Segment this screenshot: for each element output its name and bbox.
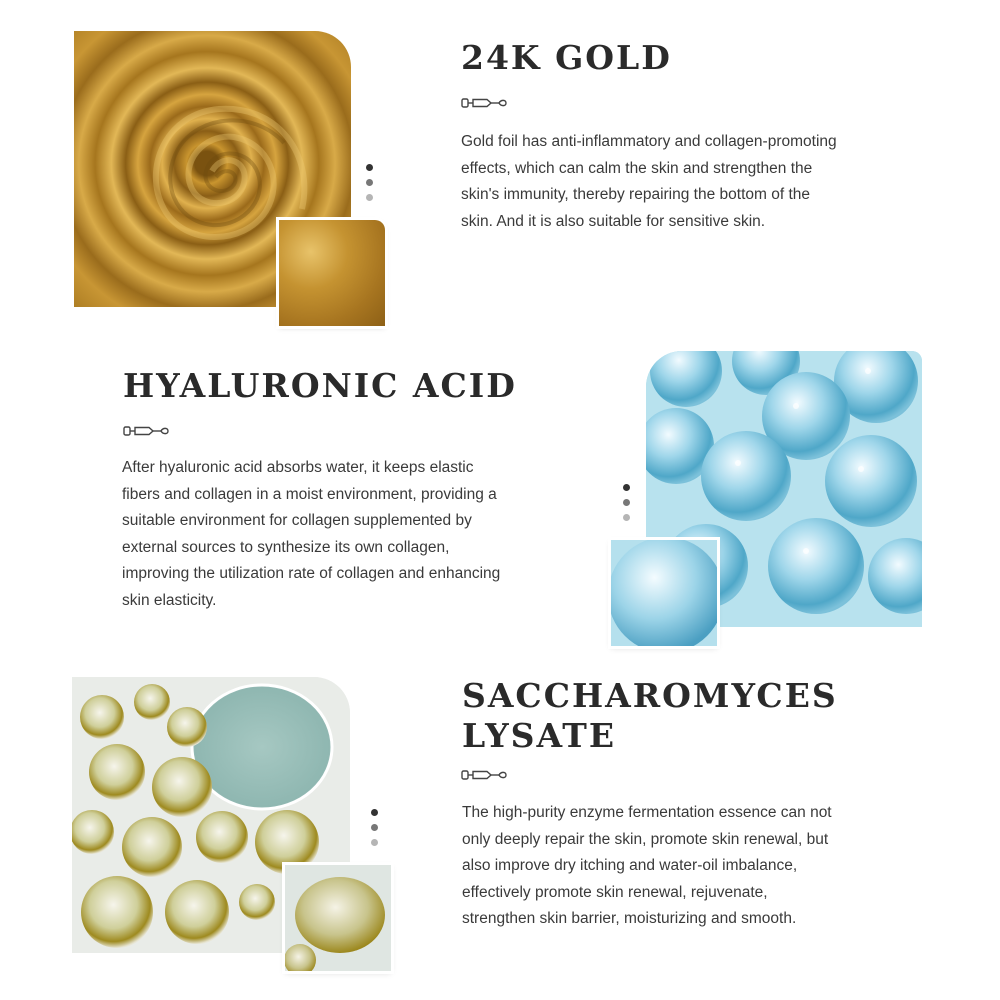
section-title: HYALURONIC ACID — [123, 366, 517, 405]
section-title-line1: SACCHAROMYCES — [462, 676, 838, 715]
gold-texture-thumbnail — [279, 220, 385, 326]
blue-spheres-thumbnail — [611, 540, 717, 646]
section-body: Gold foil has anti-inflammatory and collagen-promoting effects, which can calm the skin and strengthen the skin's immunity, thereby repairing the bottom of the skin. And it is also suitable for sensitive skin. — [461, 133, 837, 230]
oil-bubble-closeup — [285, 865, 391, 971]
dot — [623, 499, 630, 506]
section-body: After hyaluronic acid absorbs water, it keeps elastic fibers and collagen in a moist environment, providing a suitable environment for collagen supplemented by external sources to synthesize its own collagen, improving the utilization rate of collagen and enhancing skin elasticity. — [122, 459, 501, 609]
section-title-line2: LYSATE — [462, 716, 616, 755]
carousel-dots — [366, 164, 374, 209]
dot — [623, 514, 630, 521]
dropper-icon — [461, 768, 507, 782]
section-hyaluronic-acid — [0, 330, 1000, 660]
section-body: The high-purity enzyme fermentation essence can not only deeply repair the skin, promote skin renewal, but also improve dry itching and water-oil imbalance, effectively promote skin renewal, rejuvenate, strengthen skin barrier, moisturizing and smooth. — [462, 804, 832, 927]
dropper-icon — [123, 424, 169, 438]
carousel-dots — [371, 809, 379, 854]
section-title: 24K GOLD — [461, 38, 672, 77]
dot — [366, 194, 373, 201]
dot-active — [623, 484, 630, 491]
section-24k-gold — [0, 0, 1000, 330]
dot — [366, 179, 373, 186]
section-saccharomyces-lysate — [0, 660, 1000, 1000]
dropper-icon — [461, 96, 507, 110]
dot-active — [371, 809, 378, 816]
dot — [371, 824, 378, 831]
dot — [371, 839, 378, 846]
blue-sphere-closeup — [611, 540, 717, 646]
dot-active — [366, 164, 373, 171]
carousel-dots — [623, 484, 631, 529]
oil-bubbles-thumbnail — [285, 865, 391, 971]
